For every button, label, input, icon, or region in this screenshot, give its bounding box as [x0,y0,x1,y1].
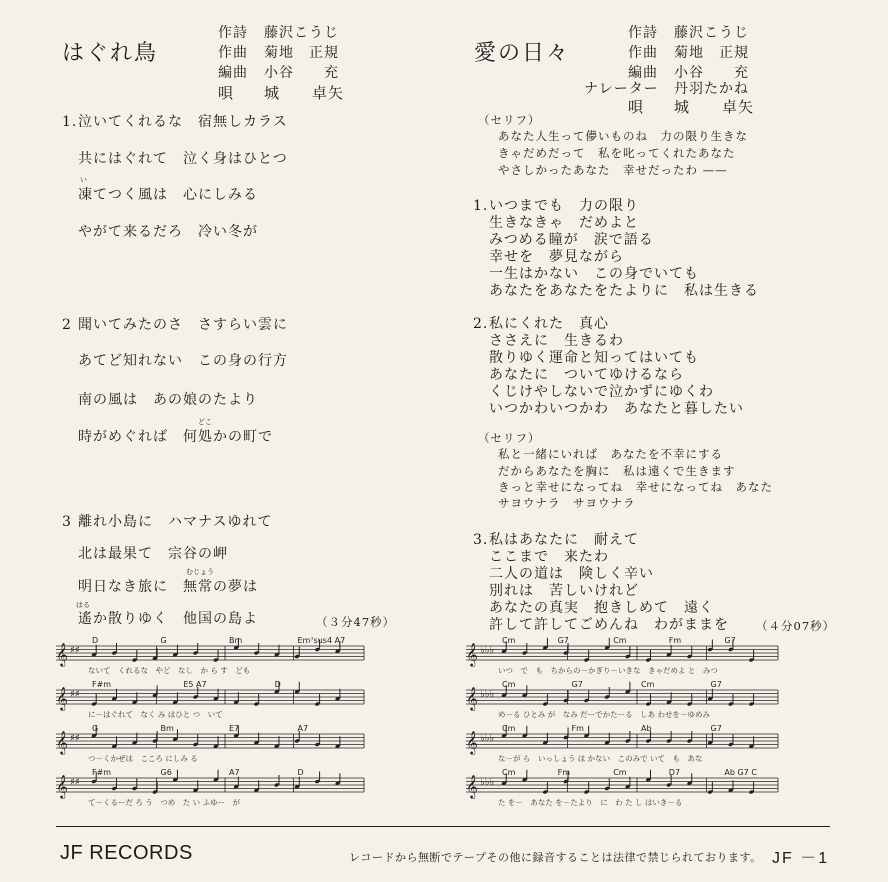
catalog-number: JF －1 [772,850,830,867]
right-score [464,634,780,814]
treble-clef-icon: 𝄞 [56,730,68,754]
treble-clef-icon: 𝄞 [466,730,478,754]
left-verse-3-line-2: 北は最果て 宗谷の岬 [78,546,228,562]
score-lyric: ないて くれるな やど なし か ら す ども [88,666,251,675]
left-verse-3-line-4: 遙か散りゆく 他国の島よ [78,611,258,627]
chord-symbol: G [160,636,167,645]
staff-3 [466,724,778,763]
chord-symbol: G7 [710,680,722,689]
left-song-title: はぐれ鳥 [62,41,159,66]
chord-symbol: Ab [641,724,652,733]
chord-symbol: Cm [502,680,516,689]
right-verse-2-line-1: 2.私にくれた 真心 [473,316,609,332]
record-label: JF RECORDS [60,842,193,864]
treble-clef-icon: 𝄞 [56,774,68,798]
chord-symbol: A7 [229,768,240,777]
right-verse-1-line-4: 幸せを 夢見ながら [489,249,624,265]
right-verse-1-line-2: 生きなきゃ だめよと [489,215,639,231]
right-verse-2-line-5: くじけやしないで泣かずにゆくわ [489,384,714,400]
chord-symbol: Cm [641,680,655,689]
right-serif-2-line-4: サヨウナラ サヨウナラ [498,496,636,510]
left-verse-1-line-4: やがて来るだろ 冷い冬が [78,224,258,240]
chord-symbol: D [274,680,281,689]
treble-clef-icon: 𝄞 [56,686,68,710]
footer-rule [56,826,830,827]
chord-symbol: E5 A7 [183,680,207,689]
right-serif-2-line-3: きっと幸せになってね 幸せになってね あなた [498,480,773,494]
right-serif-2-line-2: だからあなたを胸に 私は遠くで生きます [498,464,736,478]
staff-1 [466,636,778,675]
right-verse-3-line-6: 許して許してごめんね わがままを [489,617,729,633]
ruby-mujou: むじょう [186,568,214,576]
chord-symbol: G [92,724,99,733]
left-score [54,634,366,814]
left-verse-2-line-3: 南の風は あの娘のたより [78,392,258,408]
right-credit-composer: 作曲 菊地 正規 [628,45,749,61]
chord-symbol: Cm [613,636,627,645]
chord-symbol: Fm [571,724,584,733]
staff-2 [56,680,364,719]
left-verse-2-line-1: 2 聞いてみたのさ さすらい雲に [62,317,288,333]
left-credit-singer: 唄 城 卓矢 [218,84,345,102]
right-serif-2-label: （セリフ） [478,431,541,445]
right-credit-lyrics: 作詩 藤沢こうじ [628,25,749,41]
left-verse-1-line-1: 1.泣いてくれるな 宿無しカラス [62,114,288,130]
right-verse-2-line-2: ささえに 生きるわ [489,333,624,349]
key-signature: ♯♯ [70,689,80,700]
left-verse-2-line-4: 時がめぐれば 何処かの町で [78,429,273,445]
right-duration: （４分07秒） [756,619,836,633]
chord-symbol: Cm [502,724,516,733]
score-lyric: いつ で も ちからの－かぎり－いきな きゃだめよ と みつ [498,666,718,675]
staff-4 [56,768,364,807]
chord-symbol: G7 [571,680,583,689]
chord-symbol: Cm [502,768,516,777]
right-serif-1-line-2: きゃだめだって 私を叱ってくれたあなた [498,146,736,160]
chord-symbol: Cm [613,768,627,777]
key-signature: ♯♯ [70,645,80,656]
treble-clef-icon: 𝄞 [466,686,478,710]
right-verse-2-line-6: いつかわいつかわ あなたと暮したい [489,401,744,417]
chord-symbol: G7 [710,724,722,733]
chord-symbol: Bm [160,724,174,733]
left-verse-2-line-2: あてど知れない この身の行方 [78,353,288,369]
right-serif-2-line-1: 私と一緒にいれば あなたを不幸にする [498,447,723,461]
chord-symbol: Fm [668,636,682,645]
score-lyric: つ－くかぜは こころ にしみ る [88,754,198,763]
right-credit-narrator: ナレーター 丹羽たかね [584,81,749,97]
chord-symbol: G6 [160,768,172,777]
score-lyric: た を－ あなた を－たより に わ た し はいき－る [498,798,683,807]
copyright-notice: レコードから無断でテープその他に録音することは法律で禁じられております。 [349,851,762,864]
chord-symbol: D [92,636,99,645]
key-signature: ♭♭♭ [480,733,495,744]
right-verse-3-line-1: 3.私はあなたに 耐えて [473,532,639,548]
left-credit-arranger: 編曲 小谷 充 [218,65,339,81]
treble-clef-icon: 𝄞 [56,642,68,666]
right-serif-1-line-1: あなた人生って儚いものね 力の限り生きな [498,129,748,143]
chord-symbol: D7 [668,768,681,777]
right-credit-arranger: 編曲 小谷 充 [628,65,749,81]
right-song-title: 愛の日々 [474,41,571,66]
key-signature: ♯♯ [70,777,80,788]
right-verse-3-line-4: 別れは 苦しいけれど [489,583,639,599]
chord-symbol: Fm [557,768,571,777]
staff-2 [466,680,778,719]
ruby-ite: い [80,176,87,184]
left-duration: （３分47秒） [316,615,396,629]
right-verse-2-line-3: 散りゆく運命と知ってはいても [489,350,699,366]
chord-symbol: A7 [297,724,309,733]
chord-symbol: Cm [502,636,516,645]
right-verse-3-line-2: ここまで 来たわ [489,549,609,565]
score-lyric: め－る ひとみ が なみ だーでかたーる しあ わせを－ゆめみ [498,710,711,719]
right-verse-1-line-1: 1.いつまでも 力の限り [473,198,639,214]
left-verse-1-line-2: 共にはぐれて 泣く身はひとつ [78,151,288,167]
key-signature: ♯♯ [70,733,80,744]
left-verse-3-line-3: 明日なき旅に 無常の夢は [78,579,258,595]
chord-symbol: Em⁷sus4 A7 [297,636,346,645]
right-credit-singer: 唄 城 卓矢 [628,98,755,116]
right-verse-3-line-3: 二人の道は 険しく辛い [489,566,654,582]
chord-symbol: Bm [229,636,243,645]
score-lyric: な－が ら いっしょう は かない このみで いて も あな [498,754,703,763]
ruby-doko: どこ [198,418,212,426]
treble-clef-icon: 𝄞 [466,642,478,666]
left-verse-1-line-3: 凍てつく風は 心にしみる [78,187,258,203]
key-signature: ♭♭♭ [480,689,495,700]
chord-symbol: G7 [557,636,569,645]
ruby-haru: はる [76,601,90,609]
chord-symbol: G7 [724,636,736,645]
staff-4 [466,768,778,807]
left-credit-lyrics: 作詩 藤沢こうじ [218,25,339,41]
score-lyric: て－くるーだ ろ う つめ た い ふゆー が [88,798,241,807]
chord-symbol: E7 [229,724,240,733]
chord-symbol: F#m [92,768,112,777]
right-serif-1-label: （セリフ） [478,113,541,127]
score-lyric: に－はぐれて なく み はひと つ いて [88,710,223,719]
staff-3 [56,724,364,763]
right-serif-1-line-3: やさしかったあなた 幸せだったわ —— [498,163,728,177]
chord-symbol: D [297,768,304,777]
staff-1 [56,636,364,675]
right-verse-1-line-6: あなたをあなたをたよりに 私は生きる [489,283,759,299]
right-verse-3-line-5: あなたの真実 抱きしめて 遠く [489,600,714,616]
right-verse-1-line-5: 一生はかない この身でいても [489,266,699,282]
right-verse-2-line-4: あなたに ついてゆけるなら [489,367,684,383]
right-verse-1-line-3: みつめる瞳が 涙で語る [489,232,654,248]
key-signature: ♭♭♭ [480,777,495,788]
treble-clef-icon: 𝄞 [466,774,478,798]
left-credit-composer: 作曲 菊地 正規 [218,45,339,61]
key-signature: ♭♭♭ [480,645,495,656]
chord-symbol: F#m [92,680,112,689]
chord-symbol: Ab G7 C [724,768,757,777]
left-verse-3-line-1: 3 離れ小島に ハマナスゆれて [62,514,273,530]
